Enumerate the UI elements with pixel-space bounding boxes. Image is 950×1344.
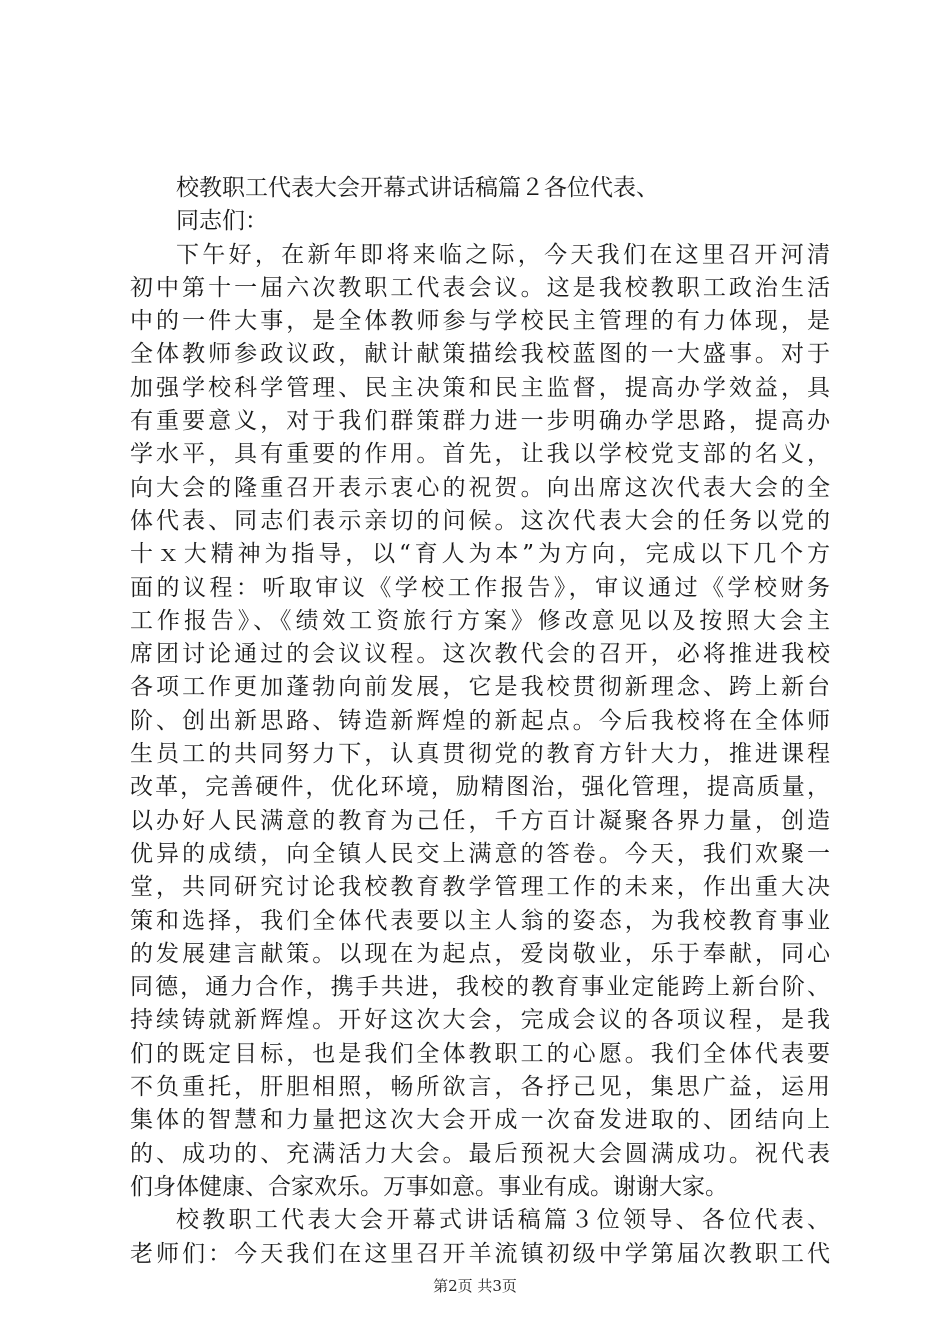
text-line: 学水平，具有重要的作用。首先，让我以学校党支部的名义， — [130, 441, 830, 468]
text-line: 十ｘ大精神为指导，以“育人为本”为方向，完成以下几个方 — [130, 541, 830, 568]
text-line: 策和选择，我们全体代表要以主人翁的姿态，为我校教育事业 — [130, 907, 830, 934]
text-line: 老师们：今天我们在这里召开羊流镇初级中学第届次教职工代 — [130, 1240, 830, 1267]
text-line: 加强学校科学管理、民主决策和民主监督，提高办学效益，具 — [130, 374, 830, 401]
text-line: 面的议程：听取审议《学校工作报告》，审议通过《学校财务 — [130, 574, 830, 601]
text-line: 各项工作更加蓬勃向前发展，它是我校贯彻新理念、跨上新台 — [130, 674, 830, 701]
text-line: 体代表、同志们表示亲切的问候。这次代表大会的任务以党的 — [130, 507, 830, 534]
text-line: 堂，共同研究讨论我校教育教学管理工作的未来，作出重大决 — [130, 874, 830, 901]
text-line: 校教职工代表大会开幕式讲话稿篇２各位代表、 — [176, 175, 659, 201]
text-line: 集体的智慧和力量把这次大会开成一次奋发进取的、团结向上 — [130, 1107, 830, 1134]
text-line: 阶、创出新思路、铸造新辉煌的新起点。今后我校将在全体师 — [130, 707, 830, 734]
page-footer: 第2页 共3页 — [433, 1277, 517, 1295]
text-line: 优异的成绩，向全镇人民交上满意的答卷。今天，我们欢聚一 — [130, 840, 830, 867]
document-body — [130, 172, 830, 1271]
text-line: 们的既定目标，也是我们全体教职工的心愿。我们全体代表要 — [130, 1040, 830, 1067]
text-line: 中的一件大事，是全体教师参与学校民主管理的有力体现，是 — [130, 308, 830, 335]
text-line: 校教职工代表大会开幕式讲话稿篇３位领导、各位代表、 — [176, 1207, 830, 1234]
text-line: 的、成功的、充满活力大会。最后预祝大会圆满成功。祝代表 — [130, 1140, 830, 1167]
text-line: 改革，完善硬件，优化环境，励精图治，强化管理，提高质量， — [130, 774, 830, 801]
text-line: 同德，通力合作，携手共进，我校的教育事业定能跨上新台阶、 — [130, 974, 830, 1001]
text-line: 席团讨论通过的会议议程。这次教代会的召开，必将推进我校 — [130, 641, 830, 668]
text-line: 们身体健康、合家欢乐。万事如意。事业有成。谢谢大家。 — [130, 1173, 728, 1200]
text-line: 初中第十一届六次教职工代表会议。这是我校教职工政治生活 — [130, 274, 830, 301]
text-line: 下午好，在新年即将来临之际，今天我们在这里召开河清 — [176, 241, 830, 268]
text-line: 持续铸就新辉煌。开好这次大会，完成会议的各项议程，是我 — [130, 1007, 830, 1034]
text-line: 工作报告》、《绩效工资旅行方案》修改意见以及按照大会主 — [130, 607, 830, 634]
text-line: 以办好人民满意的教育为己任，千方百计凝聚各界力量，创造 — [130, 807, 830, 834]
text-line: 生员工的共同努力下，认真贯彻党的教育方针大力，推进课程 — [130, 741, 830, 768]
text-line: 向大会的隆重召开表示衷心的祝贺。向出席这次代表大会的全 — [130, 474, 830, 501]
text-line: 全体教师参政议政，献计献策描绘我校蓝图的一大盛事。对于 — [130, 341, 830, 368]
text-line: 的发展建言献策。以现在为起点，爱岗敬业，乐于奉献，同心 — [130, 940, 830, 967]
text-line: 不负重托，肝胆相照，畅所欲言，各抒己见，集思广益，运用 — [130, 1074, 830, 1101]
text-line: 同志们： — [176, 208, 268, 235]
text-line: 有重要意义，对于我们群策群力进一步明确办学思路，提高办 — [130, 408, 830, 435]
